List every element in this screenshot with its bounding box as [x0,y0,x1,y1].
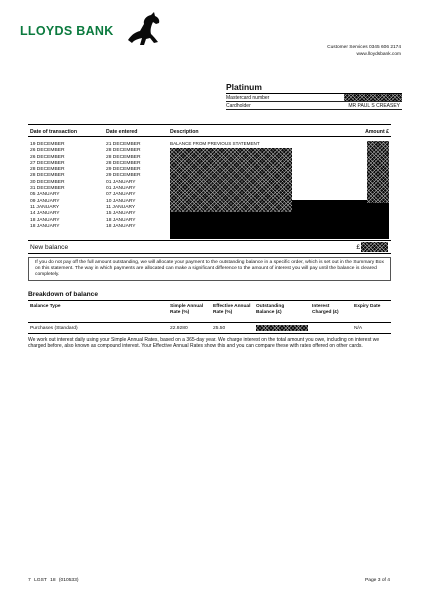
col-amount: Amount £ [365,128,389,135]
bd-outstanding-redacted [256,325,308,331]
balance-from-previous: BALANCE FROM PREVIOUS STATEMENT [170,141,260,146]
transaction-date: 28 DECEMBER [30,167,65,173]
black-horse-icon [124,12,164,46]
entered-date: 07 JANUARY [106,192,136,198]
customer-services: Customer Services 0345 606 2174 [327,45,401,50]
transaction-date: 27 DECEMBER [30,160,65,166]
transaction-date: 28 DECEMBER [30,173,65,179]
entered-date: 15 JANUARY [106,211,136,217]
transaction-date: 05 JANUARY [30,192,60,198]
bd-col-effective-rate: Effective Annual Rate (%) [213,304,251,315]
entered-dates-column [106,142,141,230]
bd-type: Purchases (Standard) [30,326,78,331]
entered-date: 28 DECEMBER [106,154,141,160]
card-number-label: Mastercard number [226,94,270,101]
entered-date: 01 JANUARY [106,179,136,185]
entered-date: 29 DECEMBER [106,173,141,179]
entered-date: 21 DECEMBER [106,142,141,147]
page-number: Page 3 of 4 [364,578,390,583]
cardholder-row [226,102,402,110]
col-date-entered: Date entered [106,128,138,135]
redacted-amounts [367,141,389,203]
bd-col-simple-rate: Simple Annual Rate (%) [170,304,204,315]
transaction-date: 14 JANUARY [30,211,60,217]
transaction-date: 26 DECEMBER [30,154,65,160]
new-balance-redacted [361,242,388,252]
transaction-dates-column [30,142,65,230]
transactions-body [28,138,391,243]
contact-details [327,44,401,58]
bd-simple-rate: 22.9280 [170,326,188,331]
entered-date: 10 JANUARY [106,198,136,204]
card-details [226,82,402,110]
entered-date: 11 JANUARY [106,204,136,210]
breakdown-title: Breakdown of balance [28,291,391,301]
new-balance-currency: £ [356,243,360,251]
entered-date: 28 DECEMBER [106,160,141,166]
card-number-redacted [344,94,402,101]
transaction-date: 19 DECEMBER [30,142,65,147]
cardholder-label: Cardholder [226,102,251,109]
transaction-date: 26 DECEMBER [30,148,65,154]
card-number-row [226,94,402,102]
entered-date: 01 JANUARY [106,186,136,192]
cardholder-name: MR PAUL S CREASEY [348,102,400,109]
col-date-of-transaction: Date of transaction [30,128,77,135]
breakdown-header [28,301,391,323]
new-balance-label: New balance [30,243,69,251]
redacted-descriptions [170,148,292,212]
transactions-header [28,124,391,137]
col-description: Description [170,128,199,135]
transaction-date: 11 JANUARY [30,204,60,210]
breakdown-section [28,291,391,349]
interest-note: We work out interest daily using your Simple Annual Rates, based on a 365-day year. We charge interest on the total amount you owe, including on interest we charged before, also known as compound interest. Your Effective Annual Rates show this and you can compare these with rates offered on other cards. [28,337,380,350]
bd-expiry: N/A [354,326,363,331]
new-balance-row [28,240,391,254]
transaction-date: 18 JANUARY [30,223,60,229]
entered-date: 18 JANUARY [106,217,136,223]
card-product: Platinum [226,82,402,94]
bd-col-interest: Interest Charged (£) [312,304,339,315]
bd-col-outstanding: Outstanding Balance (£) [256,304,285,315]
entered-date: 29 DECEMBER [106,167,141,173]
bd-effective-rate: 25.50 [213,326,226,331]
entered-date: 28 DECEMBER [106,148,141,154]
transaction-date: 09 JANUARY [30,198,60,204]
entered-date: 18 JANUARY [106,223,136,229]
breakdown-row [28,323,391,334]
redacted-descriptions-solid [170,212,389,239]
bd-col-type: Balance Type [30,304,61,309]
bank-logo [20,12,170,46]
payment-allocation-note: If you do not pay off the full amount outstanding, we will allocate your payment to the outstanding balance in a specific order, which is set out in the Summary Box on this statement. The way in which payments are allocated can make a significant difference to the amount of interest you will pay until the balance is cleared completely. [28,257,391,281]
website: www.lloydsbank.com [356,52,401,57]
transaction-date: 31 DECEMBER [30,186,65,192]
footer-reference: 7 LGST 18 (010533) [28,578,79,583]
transaction-date: 18 JANUARY [30,217,60,223]
transaction-date: 30 DECEMBER [30,179,65,185]
bank-name: LLOYDS BANK [20,24,114,38]
bd-col-expiry: Expiry Date [354,304,381,309]
